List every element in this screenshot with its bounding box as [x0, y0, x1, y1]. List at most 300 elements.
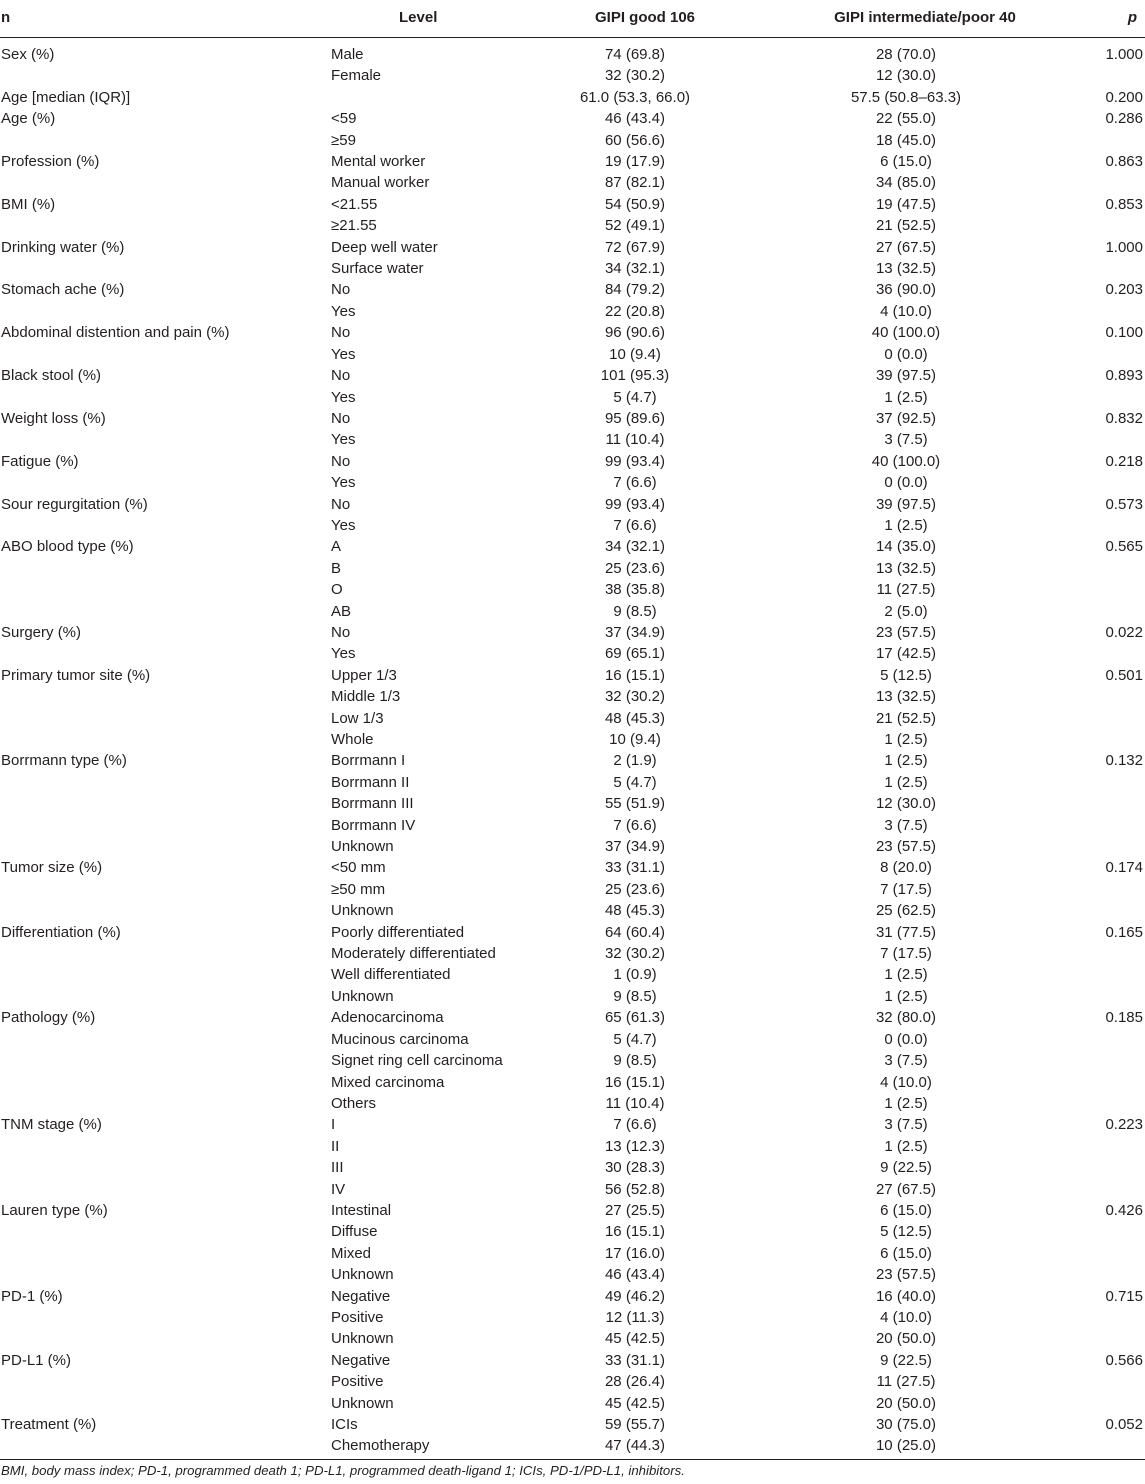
cell-gipi-intermediate-poor: 20 (50.0): [875, 1330, 937, 1348]
table-row: [0, 665, 1145, 686]
cell-gipi-intermediate-poor: 16 (40.0): [875, 1287, 937, 1305]
cell-level: B: [331, 559, 342, 577]
cell-level: Upper 1/3: [331, 666, 397, 684]
cell-gipi-good: 45 (42.5): [604, 1330, 666, 1348]
cell-level: Borrmann IV: [331, 816, 416, 834]
table-row: [0, 472, 1145, 493]
cell-p-value: 0.132: [1105, 752, 1143, 770]
cell-variable: Age [median (IQR)]: [1, 88, 131, 106]
cell-gipi-good: 7 (6.6): [613, 1116, 657, 1134]
cell-gipi-good: 96 (90.6): [604, 324, 666, 342]
cell-gipi-intermediate-poor: 1 (2.5): [884, 731, 928, 748]
cell-gipi-intermediate-poor: 5 (12.5): [880, 666, 932, 684]
cell-level: Well differentiated: [331, 966, 451, 984]
cell-gipi-intermediate-poor: 11 (27.5): [876, 1373, 936, 1391]
cell-level: Mixed: [331, 1244, 372, 1262]
header-p-value: p: [1127, 9, 1137, 26]
table-row: [0, 301, 1145, 322]
cell-level: Borrmann I: [331, 752, 406, 770]
cell-gipi-good: 2 (1.9): [613, 752, 657, 770]
table-row: [0, 429, 1145, 450]
cell-gipi-good: 11 (10.4): [605, 1094, 665, 1112]
cell-gipi-good: 84 (79.2): [604, 281, 666, 299]
cell-gipi-intermediate-poor: 13 (32.5): [875, 688, 937, 706]
table-body: [0, 44, 1145, 1457]
table-row: [0, 986, 1145, 1007]
table-row: [0, 558, 1145, 579]
cell-gipi-intermediate-poor: 7 (17.5): [880, 945, 932, 963]
cell-variable: Primary tumor site (%): [1, 666, 151, 684]
cell-gipi-intermediate-poor: 9 (22.5): [880, 1351, 932, 1369]
cell-level: Signet ring cell carcinoma: [331, 1052, 503, 1070]
cell-variable: PD-1 (%): [1, 1287, 63, 1305]
table-row: [0, 279, 1145, 300]
cell-variable: Black stool (%): [1, 367, 102, 385]
cell-gipi-good: 10 (9.4): [609, 731, 661, 748]
cell-gipi-intermediate-poor: 6 (15.0): [880, 1244, 932, 1262]
table-row: [0, 1114, 1145, 1135]
cell-gipi-intermediate-poor: 19 (47.5): [875, 195, 937, 213]
cell-gipi-intermediate-poor: 1 (2.5): [884, 966, 928, 984]
cell-gipi-intermediate-poor: 4 (10.0): [880, 302, 932, 320]
table-row: [0, 1136, 1145, 1157]
cell-level: Yes: [331, 474, 356, 492]
cell-gipi-good: 10 (9.4): [609, 345, 661, 363]
cell-level: II: [331, 1137, 340, 1155]
cell-gipi-good: 37 (34.9): [604, 623, 666, 641]
cell-level: Adenocarcinoma: [331, 1009, 444, 1027]
cell-p-value: 0.893: [1105, 367, 1143, 385]
table-row: [0, 172, 1145, 193]
cell-level: Yes: [331, 516, 356, 534]
cell-p-value: 0.052: [1105, 1416, 1143, 1433]
cell-gipi-intermediate-poor: 4 (10.0): [880, 1308, 932, 1326]
cell-gipi-intermediate-poor: 11 (27.5): [876, 581, 936, 599]
cell-level: Positive: [331, 1373, 384, 1391]
cell-level: Yes: [331, 431, 356, 449]
cell-level: III: [331, 1159, 344, 1177]
cell-gipi-good: 5 (4.7): [613, 773, 657, 791]
cell-gipi-good: 5 (4.7): [613, 388, 657, 406]
cell-p-value: 1.000: [1105, 238, 1143, 256]
cell-gipi-good: 32 (30.2): [604, 688, 666, 706]
table-row: [0, 793, 1145, 814]
cell-gipi-good: 45 (42.5): [604, 1394, 666, 1412]
cell-variable: Treatment (%): [1, 1416, 97, 1433]
cell-variable: PD-L1 (%): [1, 1351, 72, 1369]
table-row: [0, 194, 1145, 215]
cell-level: Others: [331, 1094, 377, 1112]
cell-level: Yes: [331, 302, 356, 320]
cell-variable: Pathology (%): [1, 1009, 96, 1027]
cell-level: Unknown: [331, 902, 394, 920]
cell-gipi-intermediate-poor: 40 (100.0): [871, 324, 941, 342]
cell-gipi-good: 13 (12.3): [604, 1137, 666, 1155]
table-row: [0, 943, 1145, 964]
cell-gipi-intermediate-poor: 13 (32.5): [875, 260, 937, 278]
cell-gipi-good: 34 (32.1): [604, 538, 666, 556]
cell-gipi-good: 17 (16.0): [604, 1244, 666, 1262]
cell-gipi-intermediate-poor: 13 (32.5): [875, 559, 937, 577]
cell-level: IV: [331, 1180, 346, 1198]
cell-gipi-good: 48 (45.3): [604, 709, 666, 727]
cell-p-value: 0.286: [1105, 110, 1143, 128]
cell-gipi-intermediate-poor: 0 (0.0): [884, 474, 928, 492]
table-row: [0, 536, 1145, 557]
cell-level: Male: [331, 46, 364, 63]
cell-p-value: 0.501: [1105, 666, 1143, 684]
cell-gipi-intermediate-poor: 0 (0.0): [884, 1030, 928, 1048]
table-row: [0, 1179, 1145, 1200]
cell-gipi-good: 59 (55.7): [604, 1416, 666, 1433]
table-row: [0, 65, 1145, 86]
cell-gipi-good: 74 (69.8): [604, 46, 666, 63]
cell-level: Deep well water: [331, 238, 438, 256]
cell-gipi-good: 7 (6.6): [613, 816, 657, 834]
cell-gipi-good: 54 (50.9): [604, 195, 666, 213]
cell-p-value: 1.000: [1105, 46, 1143, 63]
table-footnote: BMI, body mass index; PD-1, programmed death 1; PD-L1, programmed death-ligand 1; ICIs, PD-1/PD-L1, inhibitors.: [1, 1462, 685, 1478]
header-level: Level: [399, 9, 438, 26]
table-row: [0, 836, 1145, 857]
cell-gipi-good: 9 (8.5): [613, 602, 657, 620]
cell-level: ≥59: [331, 131, 356, 149]
table-row: [0, 1435, 1145, 1456]
table-row: [0, 1414, 1145, 1435]
table-row: [0, 1328, 1145, 1349]
cell-p-value: 0.203: [1105, 281, 1143, 299]
table-row: [0, 451, 1145, 472]
cell-level: Poorly differentiated: [331, 923, 465, 941]
cell-gipi-good: 1 (0.9): [613, 966, 657, 984]
cell-gipi-intermediate-poor: 12 (30.0): [875, 795, 937, 813]
table-row: [0, 408, 1145, 429]
table-row: [0, 365, 1145, 386]
cell-gipi-intermediate-poor: 7 (17.5): [880, 880, 932, 898]
table-row: [0, 515, 1145, 536]
cell-gipi-intermediate-poor: 22 (55.0): [875, 110, 937, 128]
table-row: [0, 857, 1145, 878]
cell-variable: Profession (%): [1, 153, 100, 171]
cell-level: No: [331, 452, 351, 470]
cell-level: Yes: [331, 345, 356, 363]
cell-gipi-intermediate-poor: 8 (20.0): [880, 859, 932, 877]
cell-level: Unknown: [331, 1394, 394, 1412]
cell-level: No: [331, 495, 351, 513]
table-row: [0, 151, 1145, 172]
cell-gipi-good: 46 (43.4): [604, 1266, 666, 1284]
cell-level: No: [331, 409, 351, 427]
table-row: [0, 1393, 1145, 1414]
cell-level: Borrmann II: [331, 773, 410, 791]
cell-gipi-good: 19 (17.9): [604, 153, 666, 171]
cell-p-value: 0.174: [1105, 859, 1143, 877]
table-row: [0, 322, 1145, 343]
table-row: [0, 922, 1145, 943]
cell-gipi-intermediate-poor: 3 (7.5): [884, 1116, 928, 1134]
cell-level: Mucinous carcinoma: [331, 1030, 469, 1048]
cell-gipi-intermediate-poor: 21 (52.5): [875, 217, 937, 235]
cell-level: ≥50 mm: [331, 880, 386, 898]
cell-gipi-intermediate-poor: 57.5 (50.8–63.3): [850, 88, 962, 106]
cell-gipi-intermediate-poor: 40 (100.0): [871, 452, 941, 470]
cell-gipi-intermediate-poor: 34 (85.0): [875, 174, 937, 192]
header-gipi-good: GIPI good 106: [594, 9, 696, 26]
cell-p-value: 0.426: [1105, 1201, 1143, 1219]
cell-gipi-good: 22 (20.8): [604, 302, 666, 320]
table-row: [0, 1243, 1145, 1264]
cell-gipi-good: 52 (49.1): [604, 217, 666, 235]
cell-gipi-intermediate-poor: 6 (15.0): [880, 1201, 932, 1219]
cell-p-value: 0.100: [1105, 324, 1143, 342]
cell-variable: Stomach ache (%): [1, 281, 125, 299]
cell-level: ≥21.55: [331, 217, 377, 235]
cell-gipi-intermediate-poor: 17 (42.5): [875, 645, 937, 663]
cell-p-value: 0.863: [1105, 153, 1143, 171]
table-row: [0, 1221, 1145, 1242]
cell-gipi-intermediate-poor: 23 (57.5): [875, 838, 937, 856]
cell-gipi-intermediate-poor: 23 (57.5): [875, 1266, 937, 1284]
cell-gipi-good: 37 (34.9): [604, 838, 666, 856]
cell-level: Unknown: [331, 987, 394, 1005]
cell-gipi-intermediate-poor: 5 (12.5): [880, 1223, 932, 1241]
cell-variable: ABO blood type (%): [1, 538, 134, 556]
cell-level: Yes: [331, 388, 356, 406]
cell-gipi-good: 64 (60.4): [604, 923, 666, 941]
table-row: [0, 258, 1145, 279]
table-row: [0, 44, 1145, 65]
cell-p-value: 0.573: [1105, 495, 1143, 513]
cell-p-value: 0.853: [1105, 195, 1143, 213]
cell-gipi-good: 49 (46.2): [604, 1287, 666, 1305]
cell-variable: BMI (%): [1, 195, 56, 213]
table-row: [0, 1007, 1145, 1028]
cell-level: Female: [331, 67, 382, 85]
cell-level: No: [331, 324, 351, 342]
cell-level: Diffuse: [331, 1223, 378, 1241]
cell-gipi-good: 11 (10.4): [605, 431, 665, 449]
cell-level: Chemotherapy: [331, 1437, 430, 1455]
table-row: [0, 130, 1145, 151]
cell-gipi-good: 38 (35.8): [604, 581, 666, 599]
table-row: [0, 750, 1145, 771]
cell-level: No: [331, 367, 351, 385]
table-row: [0, 1157, 1145, 1178]
cell-gipi-good: 99 (93.4): [604, 495, 666, 513]
cell-gipi-intermediate-poor: 6 (15.0): [880, 153, 932, 171]
cell-gipi-intermediate-poor: 36 (90.0): [875, 281, 937, 299]
cell-variable: Weight loss (%): [1, 409, 106, 427]
cell-level: Surface water: [331, 260, 424, 278]
cell-gipi-intermediate-poor: 20 (50.0): [875, 1394, 937, 1412]
cell-gipi-good: 99 (93.4): [604, 452, 666, 470]
table-row: [0, 1050, 1145, 1071]
cell-level: Positive: [331, 1308, 384, 1326]
cell-level: Unknown: [331, 838, 394, 856]
cell-gipi-good: 55 (51.9): [604, 795, 666, 813]
table-row: [0, 900, 1145, 921]
cell-level: Mixed carcinoma: [331, 1073, 445, 1091]
table-row: [0, 815, 1145, 836]
cell-variable: Fatigue (%): [1, 452, 79, 470]
cell-gipi-intermediate-poor: 1 (2.5): [884, 987, 928, 1005]
table-row: [0, 579, 1145, 600]
cell-p-value: 0.223: [1105, 1116, 1143, 1134]
cell-gipi-intermediate-poor: 1 (2.5): [884, 516, 928, 534]
cell-level: Negative: [331, 1287, 391, 1305]
cell-level: AB: [331, 602, 352, 620]
cell-gipi-intermediate-poor: 25 (62.5): [875, 902, 937, 920]
cell-gipi-good: 32 (30.2): [604, 67, 666, 85]
cell-gipi-good: 25 (23.6): [604, 559, 666, 577]
cell-variable: TNM stage (%): [1, 1116, 102, 1134]
table-header: [0, 0, 1145, 38]
cell-variable: Lauren type (%): [1, 1201, 108, 1219]
cell-gipi-intermediate-poor: 0 (0.0): [884, 345, 928, 363]
cell-gipi-intermediate-poor: 32 (80.0): [875, 1009, 937, 1027]
cell-gipi-good: 87 (82.1): [604, 174, 666, 192]
cell-level: Unknown: [331, 1266, 394, 1284]
cell-level: Moderately differentiated: [331, 945, 496, 963]
cell-gipi-good: 9 (8.5): [613, 987, 657, 1005]
cell-level: <21.55: [331, 195, 378, 213]
cell-gipi-good: 101 (95.3): [600, 367, 670, 385]
table-row: [0, 87, 1145, 108]
cell-gipi-intermediate-poor: 1 (2.5): [884, 1094, 928, 1112]
cell-level: <50 mm: [331, 859, 386, 877]
cell-variable: Sex (%): [1, 46, 55, 63]
cell-level: Yes: [331, 645, 356, 663]
cell-p-value: 0.185: [1105, 1009, 1143, 1027]
header-variable: n: [1, 9, 11, 26]
cell-gipi-intermediate-poor: 3 (7.5): [884, 431, 928, 449]
cell-level: Unknown: [331, 1330, 394, 1348]
cell-gipi-good: 33 (31.1): [604, 859, 666, 877]
cell-level: Low 1/3: [331, 709, 384, 727]
cell-p-value: 0.218: [1105, 452, 1143, 470]
table-row: [0, 108, 1145, 129]
table-row: [0, 1264, 1145, 1285]
cell-gipi-intermediate-poor: 28 (70.0): [875, 46, 937, 63]
cell-gipi-good: 56 (52.8): [604, 1180, 666, 1198]
table-row: [0, 237, 1145, 258]
cell-gipi-intermediate-poor: 21 (52.5): [875, 709, 937, 727]
cell-level: Mental worker: [331, 153, 426, 171]
table-row: [0, 344, 1145, 365]
cell-level: A: [331, 538, 342, 556]
cell-p-value: 0.165: [1105, 923, 1143, 941]
cell-gipi-good: 16 (15.1): [604, 666, 666, 684]
cell-gipi-intermediate-poor: 4 (10.0): [880, 1073, 932, 1091]
cell-level: O: [331, 581, 343, 599]
table-bottom-rule: [0, 1459, 1145, 1460]
cell-gipi-intermediate-poor: 18 (45.0): [875, 131, 937, 149]
cell-level: No: [331, 623, 351, 641]
cell-p-value: 0.565: [1105, 538, 1143, 556]
cell-gipi-intermediate-poor: 37 (92.5): [875, 409, 937, 427]
cell-p-value: 0.715: [1105, 1287, 1143, 1305]
table-row: [0, 643, 1145, 664]
cell-gipi-intermediate-poor: 2 (5.0): [884, 602, 928, 620]
table-row: [0, 387, 1145, 408]
cell-gipi-good: 72 (67.9): [604, 238, 666, 256]
cell-gipi-good: 7 (6.6): [613, 474, 657, 492]
cell-variable: Sour regurgitation (%): [1, 495, 148, 513]
table-row: [0, 1307, 1145, 1328]
table-row: [0, 686, 1145, 707]
cell-gipi-good: 5 (4.7): [613, 1030, 657, 1048]
table-row: [0, 964, 1145, 985]
cell-gipi-intermediate-poor: 12 (30.0): [875, 67, 937, 85]
cell-level: Manual worker: [331, 174, 430, 192]
cell-gipi-good: 60 (56.6): [604, 131, 666, 149]
cell-level: ICIs: [331, 1416, 358, 1433]
cell-gipi-intermediate-poor: 1 (2.5): [884, 752, 928, 770]
cell-level: Intestinal: [331, 1201, 392, 1219]
cell-gipi-good: 30 (28.3): [604, 1159, 666, 1177]
cell-gipi-intermediate-poor: 1 (2.5): [884, 1137, 928, 1155]
cell-level: No: [331, 281, 351, 299]
table-row: [0, 622, 1145, 643]
cell-gipi-intermediate-poor: 10 (25.0): [875, 1437, 937, 1455]
cell-gipi-good: 28 (26.4): [604, 1373, 666, 1391]
table-row: [0, 215, 1145, 236]
cell-gipi-good: 48 (45.3): [604, 902, 666, 920]
table-row: [0, 708, 1145, 729]
cell-gipi-good: 69 (65.1): [604, 645, 666, 663]
cell-p-value: 0.832: [1105, 409, 1143, 427]
cell-gipi-good: 9 (8.5): [613, 1052, 657, 1070]
cell-p-value: 0.022: [1105, 623, 1143, 641]
table-row: [0, 879, 1145, 900]
table-row: [0, 601, 1145, 622]
table-row: [0, 729, 1145, 750]
cell-gipi-intermediate-poor: 14 (35.0): [875, 538, 937, 556]
cell-level: Whole: [331, 731, 374, 748]
cell-variable: Drinking water (%): [1, 238, 125, 256]
cell-gipi-intermediate-poor: 1 (2.5): [884, 773, 928, 791]
cell-gipi-intermediate-poor: 9 (22.5): [880, 1159, 932, 1177]
cell-level: Negative: [331, 1351, 391, 1369]
cell-gipi-good: 34 (32.1): [604, 260, 666, 278]
cell-gipi-good: 27 (25.5): [604, 1201, 666, 1219]
cell-gipi-intermediate-poor: 27 (67.5): [875, 238, 937, 256]
cell-gipi-intermediate-poor: 39 (97.5): [875, 495, 937, 513]
cell-gipi-intermediate-poor: 27 (67.5): [875, 1180, 937, 1198]
table-row: [0, 1029, 1145, 1050]
cell-gipi-intermediate-poor: 1 (2.5): [884, 388, 928, 406]
cell-gipi-good: 61.0 (53.3, 66.0): [579, 88, 691, 106]
cell-gipi-good: 16 (15.1): [604, 1223, 666, 1241]
cell-gipi-good: 32 (30.2): [604, 945, 666, 963]
cell-gipi-good: 25 (23.6): [604, 880, 666, 898]
cell-variable: Surgery (%): [1, 623, 82, 641]
cell-variable: Borrmann type (%): [1, 752, 127, 770]
cell-gipi-good: 95 (89.6): [604, 409, 666, 427]
table-row: [0, 1093, 1145, 1114]
table-row: [0, 1350, 1145, 1371]
cell-gipi-good: 47 (44.3): [604, 1437, 666, 1455]
cell-gipi-intermediate-poor: 30 (75.0): [875, 1416, 937, 1433]
cell-level: Borrmann III: [331, 795, 414, 813]
cell-gipi-good: 46 (43.4): [604, 110, 666, 128]
cell-gipi-intermediate-poor: 3 (7.5): [884, 816, 928, 834]
cell-p-value: 0.200: [1105, 88, 1143, 106]
cell-level: I: [331, 1116, 336, 1134]
cell-variable: Tumor size (%): [1, 859, 103, 877]
cell-gipi-intermediate-poor: 3 (7.5): [884, 1052, 928, 1070]
cell-gipi-intermediate-poor: 39 (97.5): [875, 367, 937, 385]
